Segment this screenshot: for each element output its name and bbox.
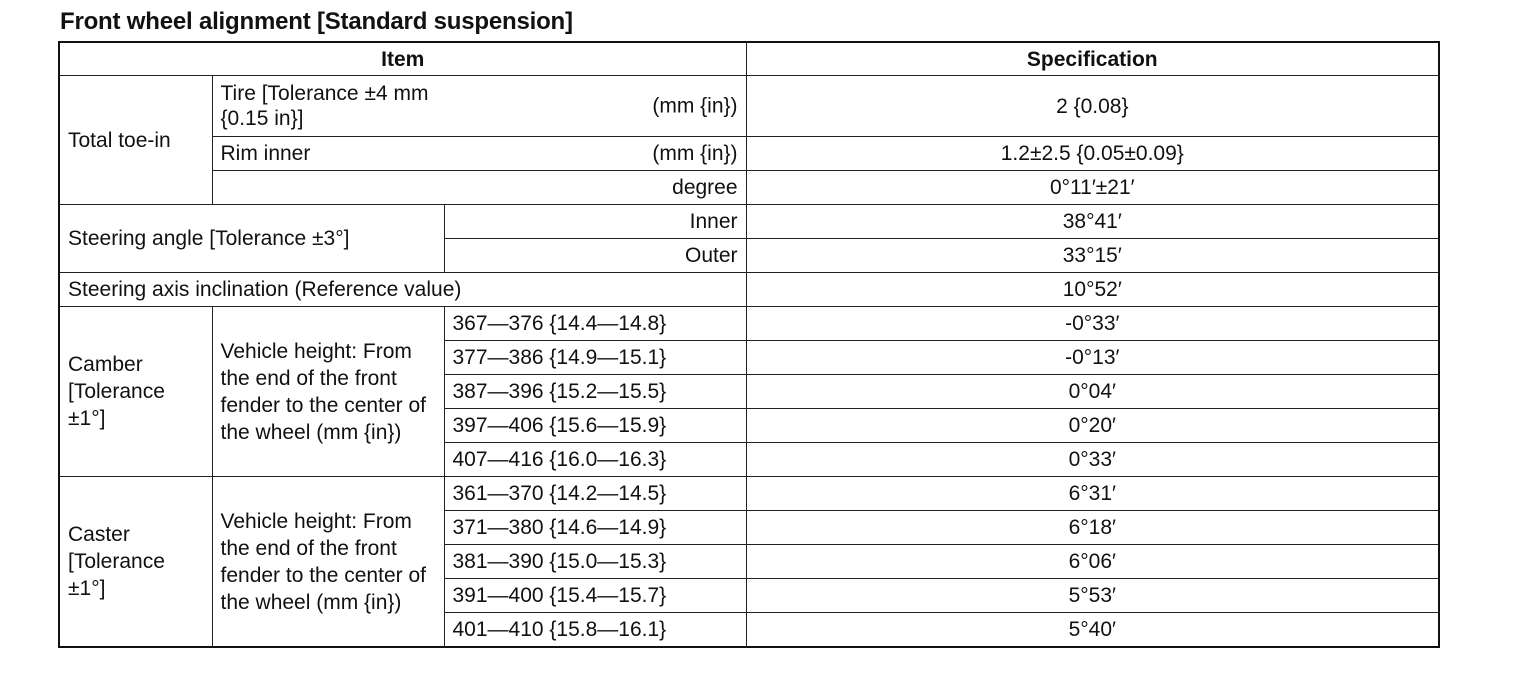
camber-range: 407—416 {16.0—16.3} bbox=[444, 443, 746, 477]
table-row bbox=[59, 205, 1439, 239]
caster-value: 5°40′ bbox=[746, 613, 1439, 648]
camber-range: 387—396 {15.2—15.5} bbox=[444, 375, 746, 409]
camber-height-label: Vehicle height: From the end of the front fender to the center of the wheel (mm {in}) bbox=[212, 307, 444, 477]
rim-unit: (mm {in}) bbox=[652, 142, 738, 165]
inclination-value: 10°52′ bbox=[746, 273, 1439, 307]
caster-range: 391—400 {15.4—15.7} bbox=[444, 579, 746, 613]
table-header-row bbox=[59, 42, 1439, 76]
tire-value: 2 {0.08} bbox=[746, 76, 1439, 137]
caster-range: 361—370 {14.2—14.5} bbox=[444, 477, 746, 511]
rim-label: Rim inner bbox=[220, 142, 311, 165]
caster-value: 6°31′ bbox=[746, 477, 1439, 511]
rim-value: 1.2±2.5 {0.05±0.09} bbox=[746, 137, 1439, 171]
camber-value: 0°04′ bbox=[746, 375, 1439, 409]
camber-value: -0°13′ bbox=[746, 341, 1439, 375]
toe-label: Total toe-in bbox=[59, 76, 212, 205]
inclination-label: Steering axis inclination (Reference value) bbox=[59, 273, 746, 307]
camber-range: 377—386 {14.9—15.1} bbox=[444, 341, 746, 375]
table-row bbox=[59, 307, 1439, 341]
caster-value: 5°53′ bbox=[746, 579, 1439, 613]
steering-inner-label: Inner bbox=[444, 205, 746, 239]
header-item: Item bbox=[59, 42, 746, 76]
camber-value: 0°20′ bbox=[746, 409, 1439, 443]
table-row bbox=[59, 477, 1439, 511]
caster-range: 401—410 {15.8—16.1} bbox=[444, 613, 746, 648]
camber-range: 397—406 {15.6—15.9} bbox=[444, 409, 746, 443]
tire-cell bbox=[212, 76, 746, 137]
steering-inner-value: 38°41′ bbox=[746, 205, 1439, 239]
tire-label: Tire [Tolerance ±4 mm {0.15 in}] bbox=[220, 82, 429, 130]
degree-unit: degree bbox=[212, 171, 746, 205]
camber-value: 0°33′ bbox=[746, 443, 1439, 477]
caster-value: 6°06′ bbox=[746, 545, 1439, 579]
steering-outer-value: 33°15′ bbox=[746, 239, 1439, 273]
camber-range: 367—376 {14.4—14.8} bbox=[444, 307, 746, 341]
alignment-table bbox=[58, 41, 1440, 648]
tire-unit: (mm {in}) bbox=[652, 94, 738, 118]
caster-value: 6°18′ bbox=[746, 511, 1439, 545]
header-specification: Specification bbox=[746, 42, 1439, 76]
camber-label: Camber [Tolerance ±1°] bbox=[59, 307, 212, 477]
table-row bbox=[59, 76, 1439, 137]
rim-cell bbox=[212, 137, 746, 171]
caster-height-label: Vehicle height: From the end of the front fender to the center of the wheel (mm {in}) bbox=[212, 477, 444, 648]
caster-label: Caster [Tolerance ±1°] bbox=[59, 477, 212, 648]
caster-range: 381—390 {15.0—15.3} bbox=[444, 545, 746, 579]
degree-value: 0°11′±21′ bbox=[746, 171, 1439, 205]
table-row bbox=[59, 171, 1439, 205]
page-title: Front wheel alignment [Standard suspension] bbox=[60, 8, 573, 35]
table-row bbox=[59, 273, 1439, 307]
camber-value: -0°33′ bbox=[746, 307, 1439, 341]
table-row bbox=[59, 137, 1439, 171]
steering-label: Steering angle [Tolerance ±3°] bbox=[59, 205, 444, 273]
steering-outer-label: Outer bbox=[444, 239, 746, 273]
caster-range: 371—380 {14.6—14.9} bbox=[444, 511, 746, 545]
